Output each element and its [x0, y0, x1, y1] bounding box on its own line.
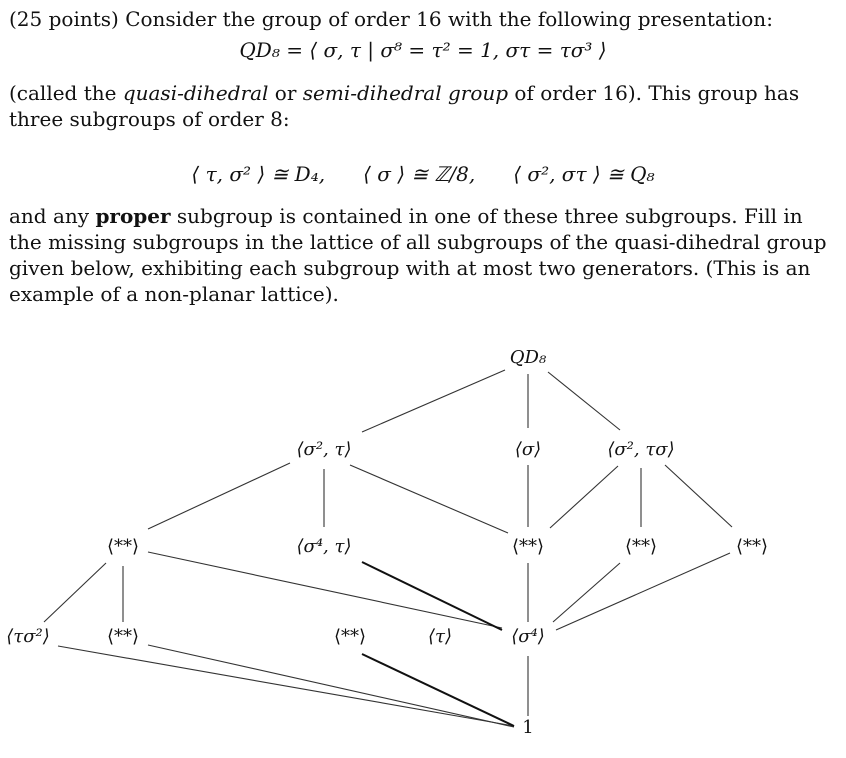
edge-q8b-sigma4	[556, 553, 730, 630]
edge-left-sigma4	[148, 552, 502, 628]
node-sigma4-tau: ⟨σ⁴, τ⟩	[296, 536, 352, 557]
called-open-text: (called the	[9, 81, 123, 105]
node-order4-q8b: ⟨**⟩	[735, 536, 769, 557]
node-order2-mid: ⟨**⟩	[333, 626, 367, 647]
proper-word: proper	[95, 204, 171, 228]
node-tau-sigma2: ⟨τσ²⟩	[6, 626, 50, 647]
edge-left-tausigma2	[44, 563, 106, 622]
edge-q8-q8b	[665, 465, 732, 527]
subgroup-cyclic: ⟨ σ ⟩ ≅ ℤ/8,	[363, 162, 476, 186]
presentation-formula: QD₈ = ⟨ σ, τ | σ⁸ = τ² = 1, στ = τσ³ ⟩	[239, 38, 607, 62]
node-cyclic: ⟨σ⟩	[514, 439, 542, 460]
edge-left2-trivial	[148, 645, 514, 727]
node-q8: ⟨σ², τσ⟩	[607, 439, 675, 460]
or-text: or	[268, 81, 303, 105]
problem-intro: (25 points) Consider the group of order 16 with the following presentation:	[9, 7, 773, 31]
quasi-dihedral-term: quasi-dihedral	[122, 81, 269, 105]
node-order4-left: ⟨**⟩	[106, 536, 140, 557]
node-tau: ⟨τ⟩	[427, 626, 453, 647]
edge-d4-mid	[350, 465, 508, 533]
node-sigma4: ⟨σ⁴⟩	[511, 626, 545, 647]
edge-d4-left	[148, 463, 290, 529]
node-qd8: QD₈	[509, 347, 547, 368]
node-trivial: 1	[522, 717, 534, 738]
and-any-text: and any	[9, 204, 96, 228]
instructions-text: subgroup is contained in one of these three subgroups. Fill in the missing subgroups in the lattice of all subgroups of the quasi-dihedral group given below, exhibiting each subgroup with at most two generators. (This is an example of a non-planar lattice).	[9, 204, 827, 306]
semi-dihedral-term: semi-dihedral group	[302, 81, 509, 105]
node-order4-q8a: ⟨**⟩	[624, 536, 658, 557]
node-d4: ⟨σ², τ⟩	[296, 439, 352, 460]
edge-top-d4	[362, 370, 505, 432]
subgroup-d4: ⟨ τ, σ² ⟩ ≅ D₄,	[191, 162, 326, 186]
called-close-text: of order 16). This group has three subgroups of order 8:	[9, 81, 800, 131]
edge-top-q8	[548, 372, 620, 430]
edge-tausigma2-trivial	[58, 646, 514, 726]
edge-q8a-sigma4	[553, 563, 620, 622]
subgroup-q8: ⟨ σ², στ ⟩ ≅ Q₈	[513, 162, 655, 186]
node-order2-left: ⟨**⟩	[106, 626, 140, 647]
edge-mid2-trivial	[362, 654, 514, 726]
edge-sigma4tau-sigma4	[362, 562, 502, 630]
edge-q8-mid	[550, 466, 618, 528]
node-order4-mid: ⟨**⟩	[511, 536, 545, 557]
